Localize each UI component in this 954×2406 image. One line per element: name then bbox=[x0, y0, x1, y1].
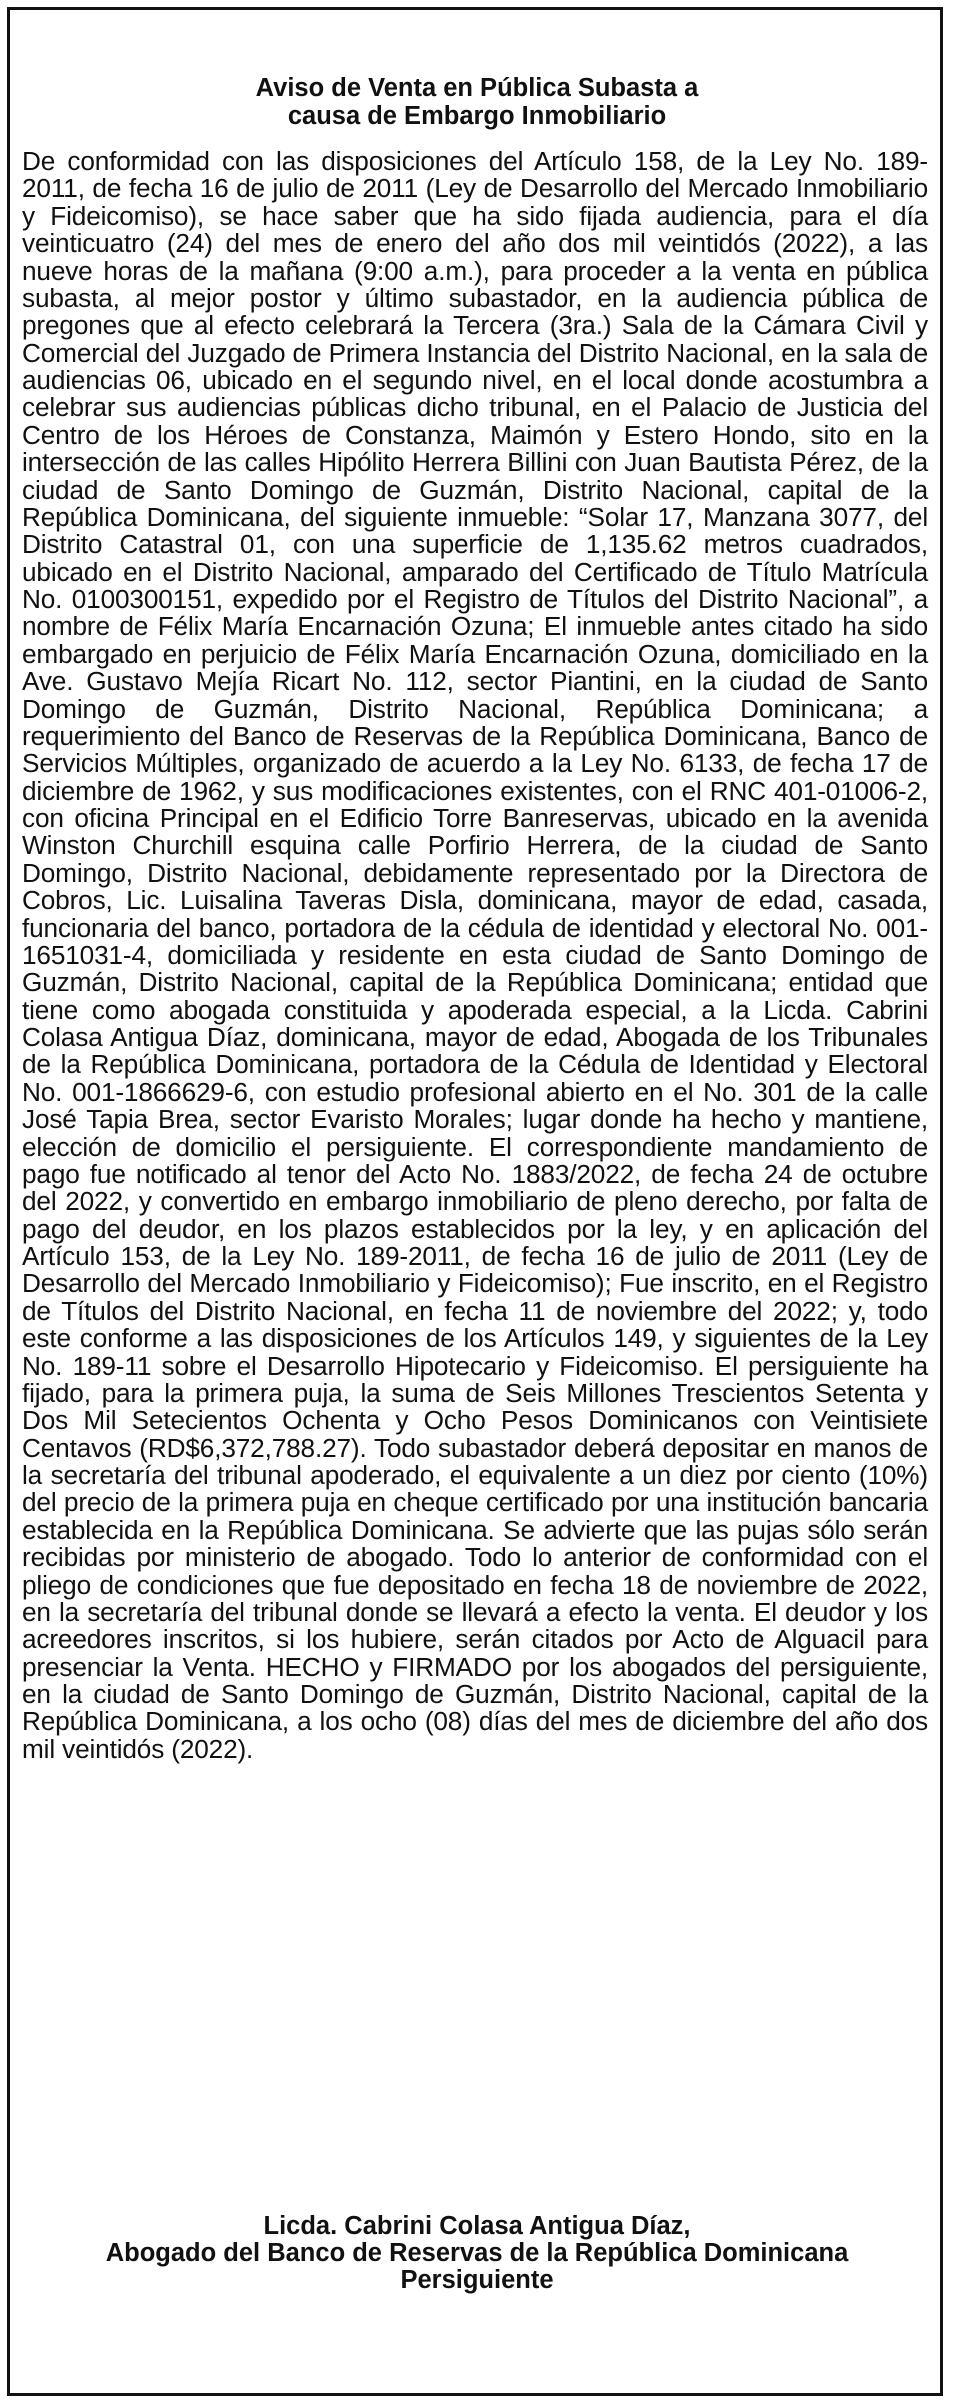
signature-role: Abogado del Banco de Reservas de la República Dominicana bbox=[105, 2239, 849, 2267]
notice-title-line-2: causa de Embargo Inmobiliario bbox=[287, 102, 667, 130]
notice-body: De conformidad con las disposiciones del Artículo 158, de la Ley No. 189-2011, de fecha 16 de julio de 2011 (Ley de Desarrollo del Mercado Inmobiliario y Fideicomiso), se hace saber que ha sido fijada audiencia, para el día veinticuatro (24) del mes de enero del año dos mil veintidós (2022), a las nueve horas de la mañana (9:00 a.m.), para proceder a la venta en pública subasta, al mejor postor y último subastador, en la audiencia pública de pregones que al efecto celebrará la Tercera (3ra.) Sala de la Cámara Civil y Comercial del Juzgado de Primera Instancia del Distrito Nacional, en la sala de audiencias 06, ubicado en el segundo nivel, en el local donde acostumbra a celebrar sus audiencias públicas dicho tribunal, en el Palacio de Justicia del Centro de los Héroes de Constanza, Maimón y Estero Hondo, sito en la intersección de las calles Hipólito Herrera Billini con Juan Bautista Pérez, de la ciudad de Santo Domingo de Guzmán, Distrito Nacional, capital de la República Dominicana, del siguiente inmueble: “Solar 17, Manzana 3077, del Distrito Catastral 01, con una superficie de 1,135.62 metros cuadrados, ubicado en el Distrito Nacional, amparado del Certificado de Título Matrícula No. 0100300151, expedido por el Registro de Títulos del Distrito Nacional”, a nombre de Félix María Encarnación Ozuna; El inmueble antes citado ha sido embargado en perjuicio de Félix María Encarnación Ozuna, domiciliado en la Ave. Gustavo Mejía Ricart No. 112, sector Piantini, en la ciudad de Santo Domingo de Guzmán, Distrito Nacional, República Dominicana; a requerimiento del Banco de Reservas de la República Dominicana, Banco de Servicios Múltiples, organizado de acuerdo a la Ley No. 6133, de fecha 17 de diciembre de 1962, y sus modificaciones existentes, con el RNC 401-01006-2, con oficina Principal en el Edificio Torre Banreservas, ubicado en la avenida Winston Churchill esquina calle Porfirio Herrera, de la ciudad de Santo Domingo, Distrito Nacional, debidamente representado por la Directora de Cobros, Lic. Luisalina Taveras Disla, dominicana, mayor de edad, casada, funcionaria del banco, portadora de la cédula de identidad y electoral No. 001-1651031-4, domiciliada y residente en esta ciudad de Santo Domingo de Guzmán, Distrito Nacional, capital de la República Dominicana; entidad que tiene como abogada constituida y apoderada especial, a la Licda. Cabrini Colasa Antigua Díaz, dominicana, mayor de edad, Abogada de los Tribunales de la República Dominicana, portadora de la Cédula de Identidad y Electoral No. 001-1866629-6, con estudio profesional abierto en el No. 301 de la calle José Tapia Brea, sector Evaristo Morales; lugar donde ha hecho y mantiene, elección de domicilio el persiguiente. El correspondiente mandamiento de pago fue notificado al tenor del Acto No. 1883/2022, de fecha 24 de octubre del 2022, y convertido en embargo inmobiliario de pleno derecho, por falta de pago del deudor, en los plazos establecidos por la ley, y en aplicación del Artículo 153, de la Ley No. 189-2011, de fecha 16 de julio de 2011 (Ley de Desarrollo del Mercado Inmobiliario y Fideicomiso); Fue inscrito, en el Registro de Títulos del Distrito Nacional, en fecha 11 de noviembre del 2022; y, todo este conforme a las disposiciones de los Artículos 149, y siguientes de la Ley No. 189-11 sobre el Desarrollo Hipotecario y Fideicomiso. El persiguiente ha fijado, para la primera puja, la suma de Seis Millones Trescientos Setenta y Dos Mil Setecientos Ochenta y Ocho Pesos Dominicanos con Veintisiete Centavos (RD$6,372,788.27). Todo subastador deberá depositar en manos de la secretaría del tribunal apoderado, el equivalente a un diez por ciento (10%) del precio de la primera puja en cheque certificado por una institución bancaria establecida en la República Dominicana. Se advierte que las pujas sólo serán recibidas por ministerio de abogado. Todo lo anterior de conformidad con el pliego de condiciones que fue depositado en fecha 18 de noviembre de 2022, en la secretaría del tribunal donde se llevará a efecto la venta. El deudor y los acreedores inscritos, si los hubiere, serán citados por Acto de Alguacil para presenciar la Venta. HECHO y FIRMADO por los abogados del persiguiente, en la ciudad de Santo Domingo de Guzmán, Distrito Nacional, capital de la República Dominicana, a los ocho (08) días del mes de diciembre del año dos mil veintidós (2022). bbox=[22, 146, 928, 1764]
notice-title-line-1: Aviso de Venta en Pública Subasta a bbox=[255, 74, 699, 102]
signature-block bbox=[30, 2213, 924, 2294]
signature-party: Persiguiente bbox=[400, 2266, 554, 2294]
notice-title bbox=[30, 74, 924, 130]
signature-name: Licda. Cabrini Colasa Antigua Díaz, bbox=[263, 2212, 691, 2240]
